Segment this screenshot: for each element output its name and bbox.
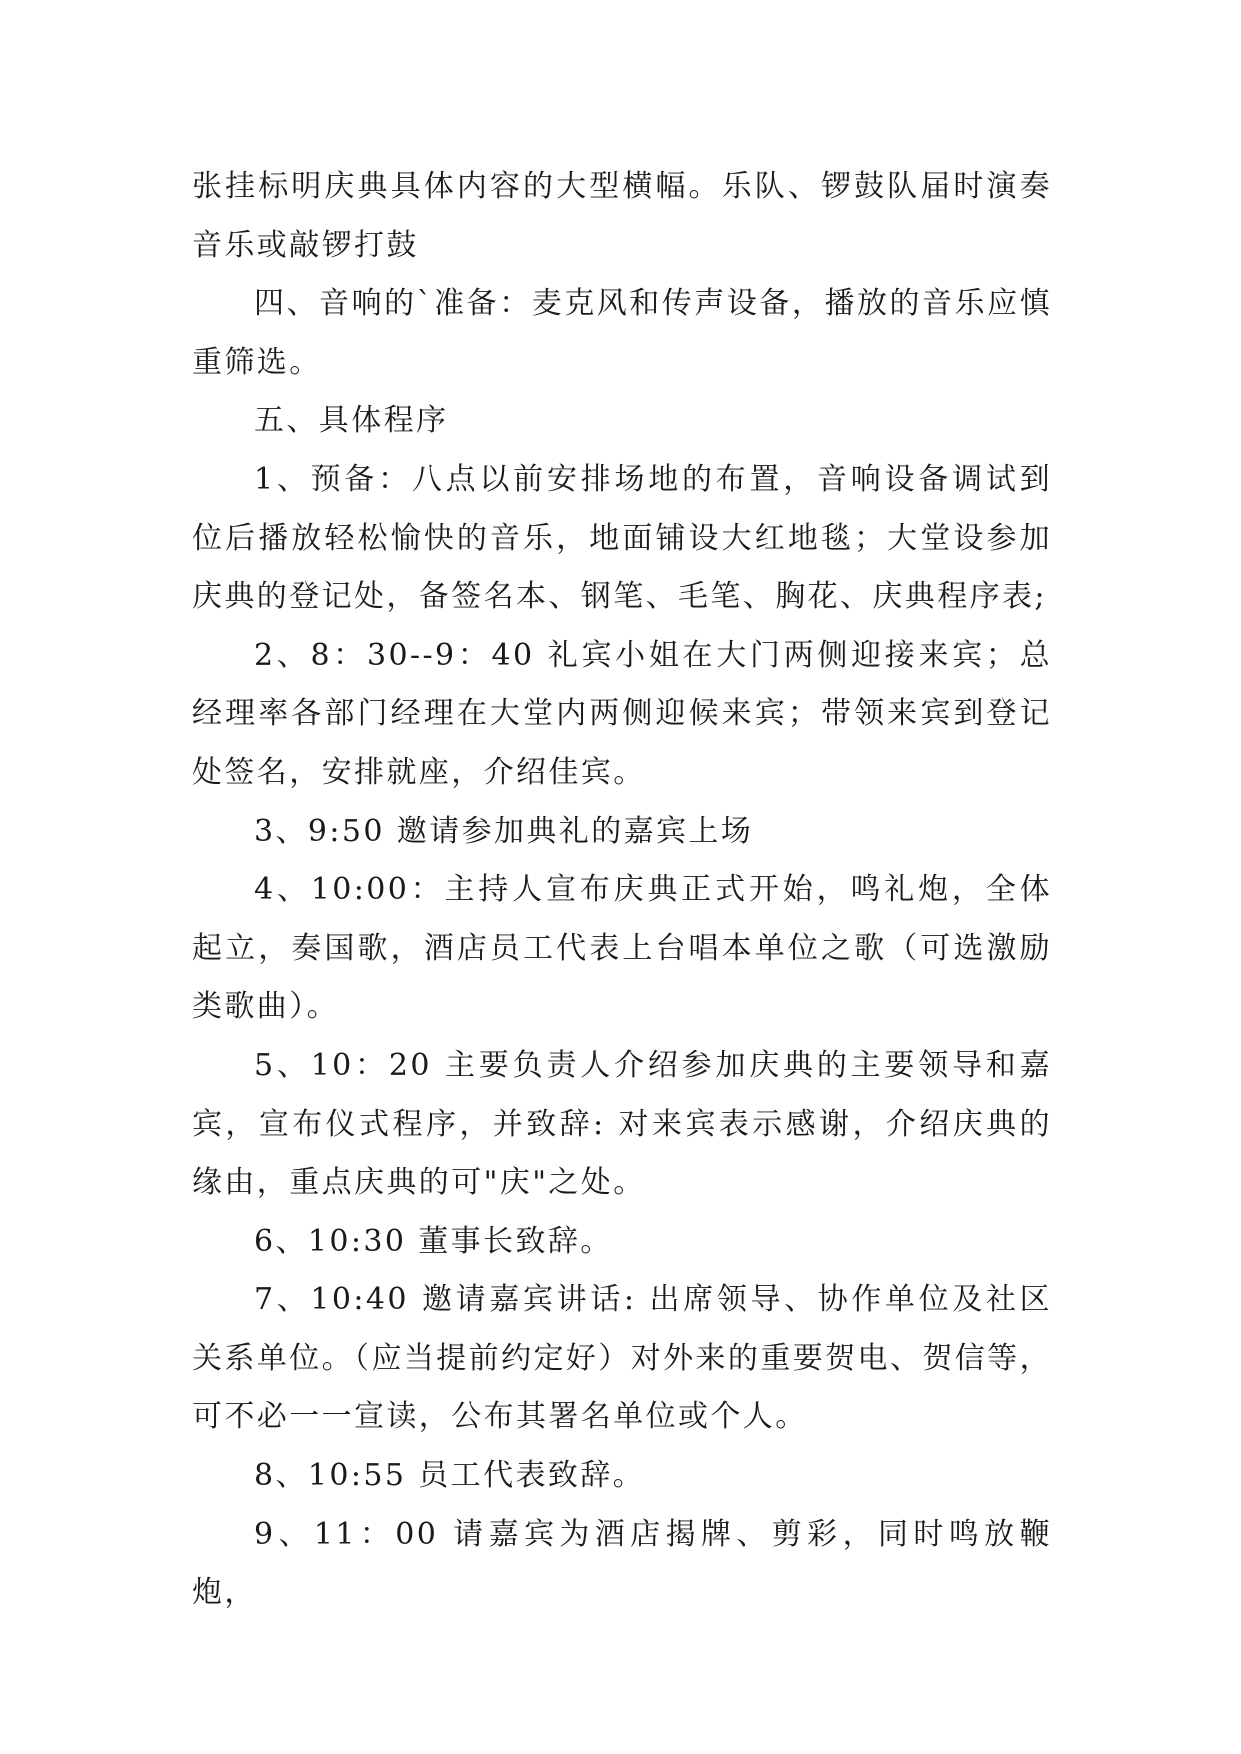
paragraph-step-4: 4、10:00：主持人宣布庆典正式开始，鸣礼炮，全体起立，奏国歌，酒店员工代表上台唱本单位之歌（可选激励类歌曲）。 [192,872,1052,1025]
paragraph-step-1: 1、预备：八点以前安排场地的布置，音响设备调试到位后播放轻松愉快的音乐，地面铺设大红地毯；大堂设参加庆典的登记处，备签名本、钢笔、毛笔、胸花、庆典程序表; [192,461,1052,615]
paragraph-step-8: 8、10:55 员工代表致辞。 [254,1458,646,1494]
paragraph-banner-music: 张挂标明庆典具体内容的大型横幅。乐队、锣鼓队届时演奏音乐或敲锣打鼓 [192,169,1052,263]
paragraph-step-7: 7、10:40 邀请嘉宾讲话: 出席领导、协作单位及社区关系单位。（应当提前约定好）对外来的重要贺电、贺信等，可不必一一宣读，公布其署名单位或个人。 [192,1282,1052,1435]
paragraph-step-2: 2、8：30--9：40 礼宾小姐在大门两侧迎接来宾；总经理率各部门经理在大堂内两侧迎候来宾；带领来宾到登记处签名，安排就座，介绍佳宾。 [192,637,1052,790]
paragraph-sound-preparation: 四、音响的`准备：麦克风和传声设备，播放的音乐应慎重筛选。 [192,286,1052,380]
paragraph-step-6: 6、10:30 董事长致辞。 [254,1223,613,1259]
section-heading-procedure: 五、具体程序 [254,403,449,439]
paragraph-step-5: 5、10：20 主要负责人介绍参加庆典的主要领导和嘉宾，宣布仪式程序，并致辞: 对来宾表示感谢，介绍庆典的缘由，重点庆典的可"庆"之处。 [192,1047,1052,1201]
document-body [192,158,1052,1623]
paragraph-step-3: 3、9:50 邀请参加典礼的嘉宾上场 [254,813,754,849]
paragraph-step-9: 9、11：00 请嘉宾为酒店揭牌、剪彩，同时鸣放鞭炮， [192,1516,1052,1611]
